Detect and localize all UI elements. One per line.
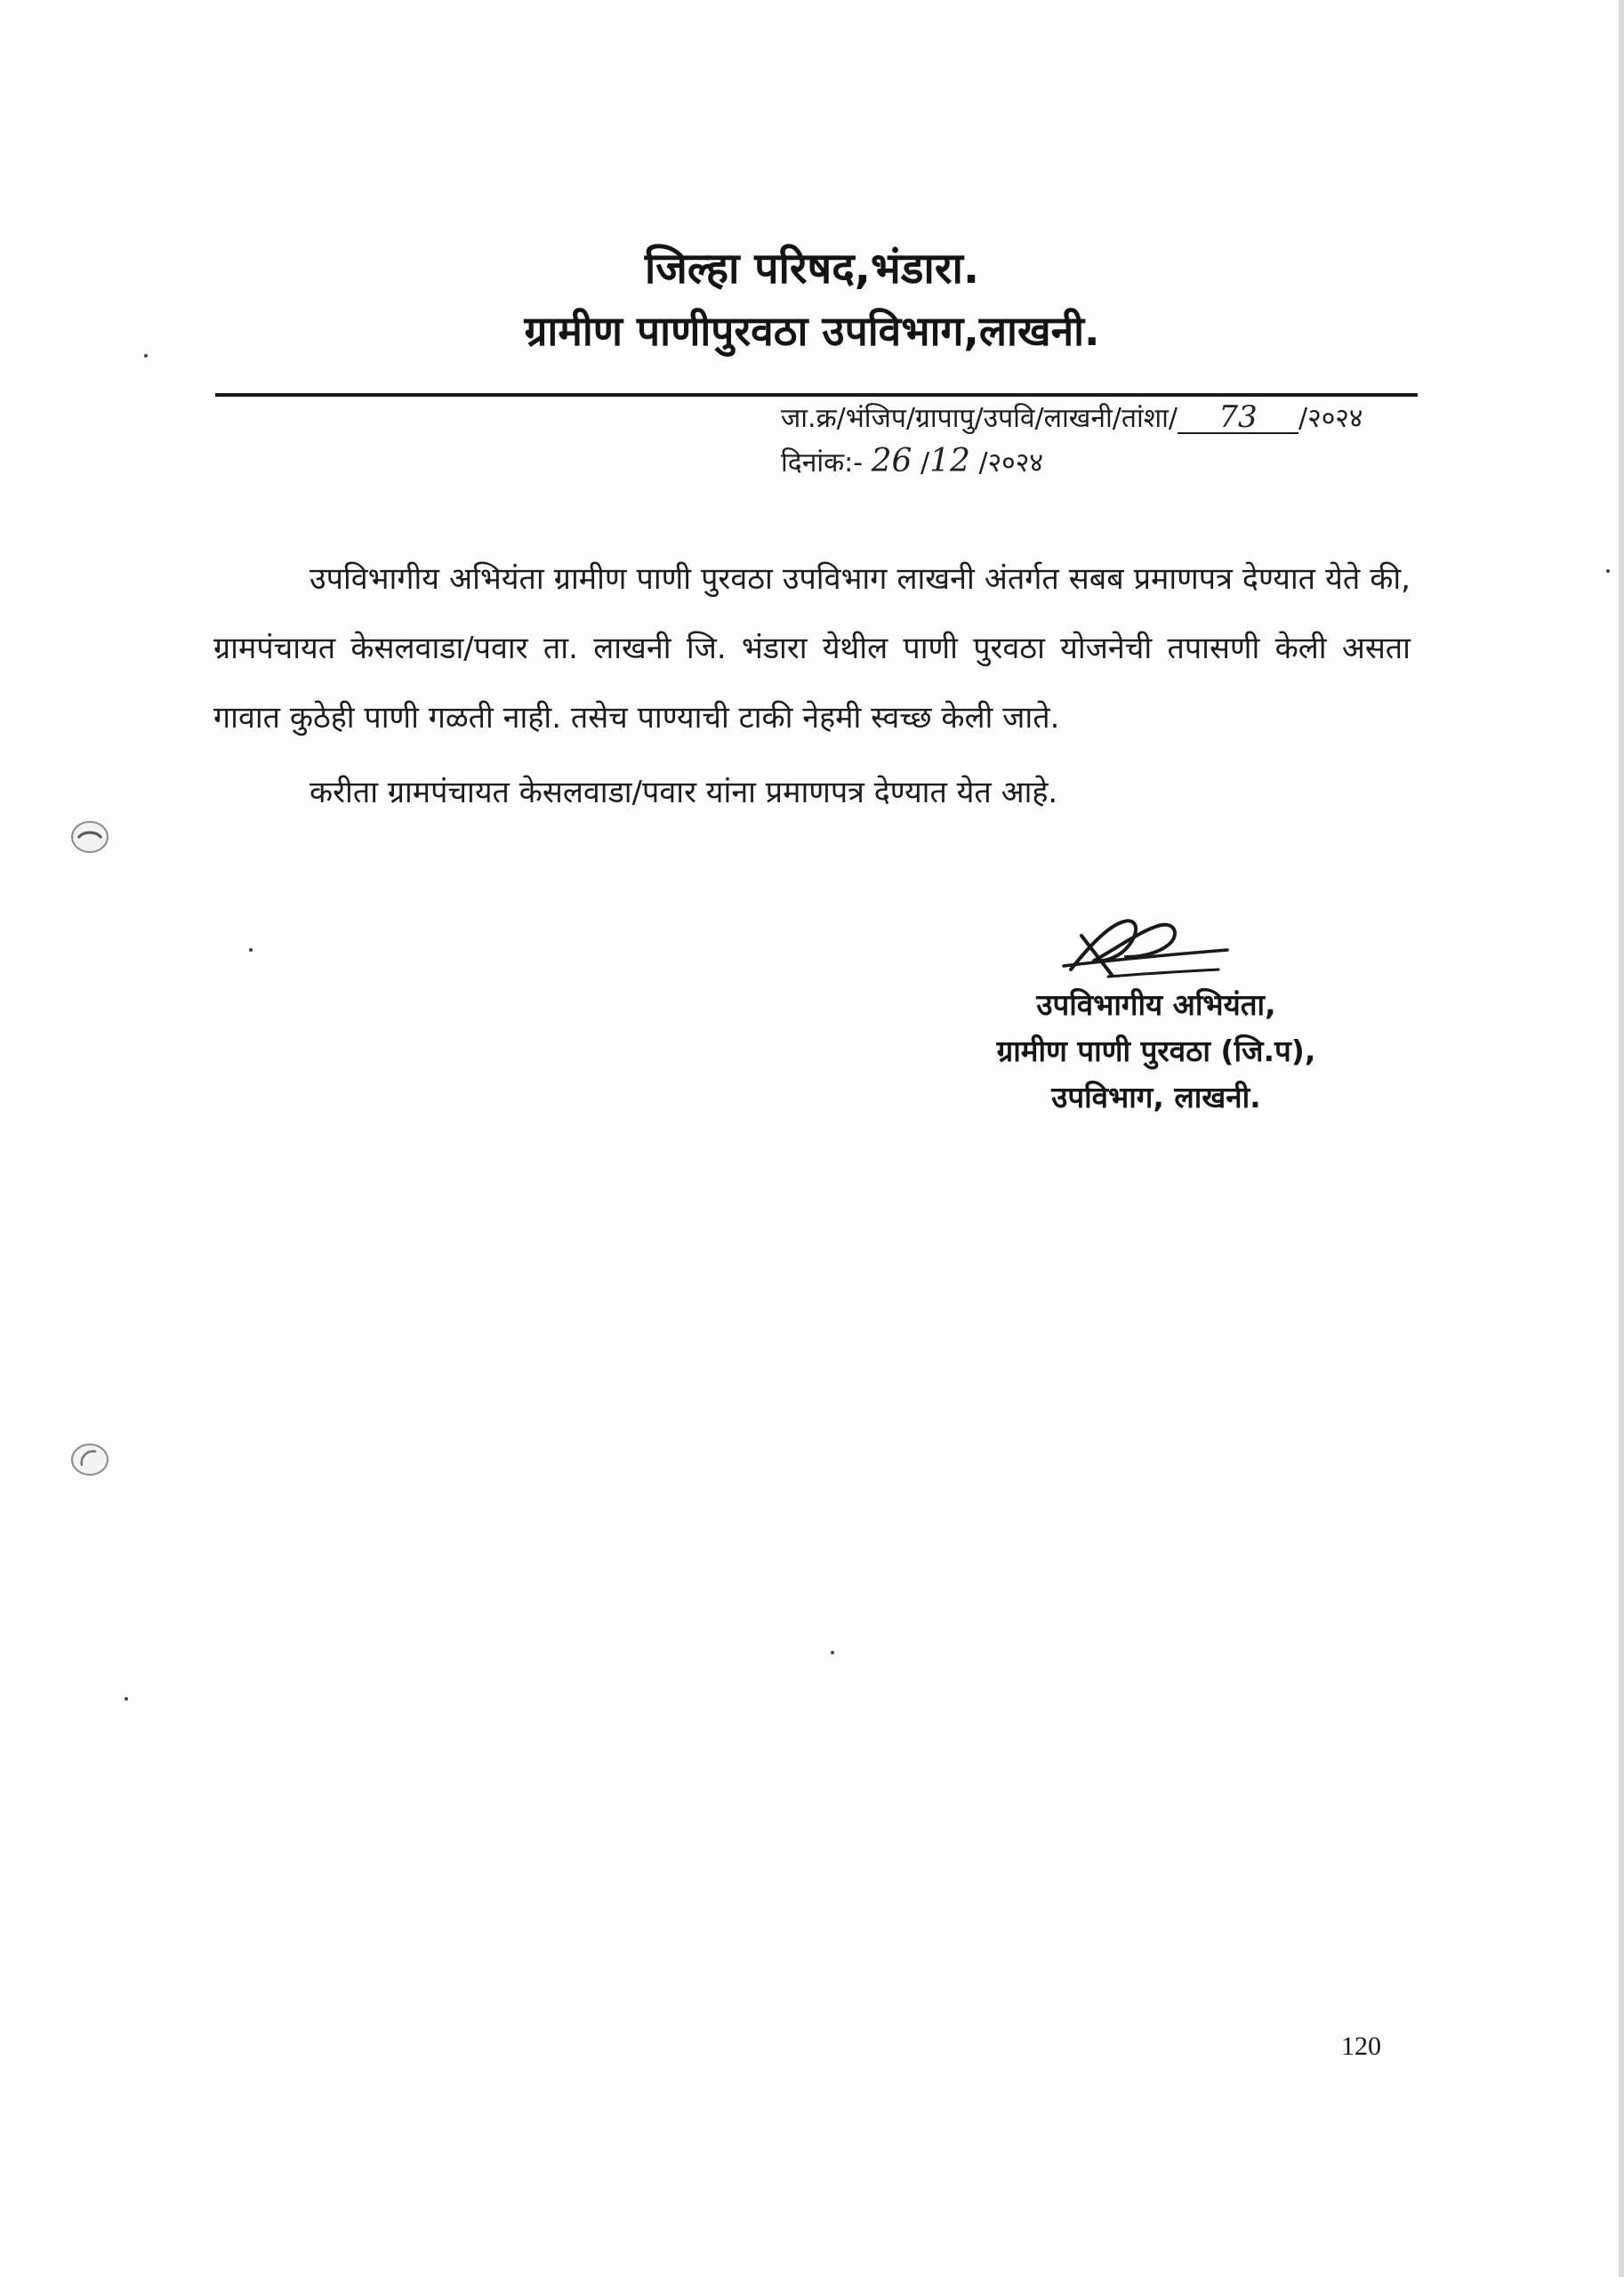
reference-line	[781, 398, 1363, 435]
date-label: दिनांक:-	[781, 447, 872, 479]
reference-number: 73	[1178, 402, 1298, 434]
page-number: 120	[1341, 2032, 1381, 2061]
body-paragraph-1: उपविभागीय अभियंता ग्रामीण पाणी पुरवठा उपविभाग लाखनी अंतर्गत सबब प्रमाणपत्र देण्यात येते की, ग्रामपंचायत केसलवाडा/पवार ता. लाखनी जि. भंडारा येथील पाणी पुरवठा योजनेची तपासणी केली असता गावात कुठेही पाणी गळती नाही. तसेच पाण्याची टाकी नेहमी स्वच्छ केली जाते.	[213, 561, 1411, 736]
date-month: 12	[929, 443, 970, 479]
body-paragraph-2: करीता ग्रामपंचायत केसलवाडा/पवार यांना प्रमाणपत्र देण्यात येत आहे.	[310, 775, 1058, 810]
scan-speck	[125, 1697, 128, 1701]
scan-speck	[249, 948, 253, 952]
scan-speck	[1606, 569, 1610, 573]
scan-speck	[831, 1651, 834, 1654]
signatory-title: उपविभागीय अभियंता,	[1036, 987, 1276, 1022]
certificate-body	[213, 544, 1411, 827]
date-year: २०२४	[987, 447, 1043, 479]
punch-hole-top	[69, 817, 110, 857]
header-divider	[215, 393, 1418, 397]
date-day: 26	[871, 443, 912, 479]
signatory-block	[925, 982, 1387, 1121]
signatory-office: ग्रामीण पाणी पुरवठा (जि.प),	[996, 1034, 1316, 1068]
punch-hole-bottom	[69, 1439, 110, 1480]
signatory-location: उपविभाग, लाखनी.	[1051, 1080, 1261, 1114]
reference-prefix: जा.क्र/भंजिप/ग्रापापु/उपवि/लाखनी/तांशा/	[781, 403, 1178, 434]
handwritten-signature	[1055, 909, 1233, 989]
organization-heading: जिल्हा परिषद,भंडारा.	[644, 244, 980, 294]
department-heading: ग्रामीण पाणीपुरवठा उपविभाग,लाखनी.	[524, 307, 1100, 355]
scan-speck	[144, 354, 148, 358]
date-line: दिनांक:- 26 /12 /२०२४	[781, 443, 1043, 479]
reference-year: /२०२४	[1298, 403, 1363, 434]
